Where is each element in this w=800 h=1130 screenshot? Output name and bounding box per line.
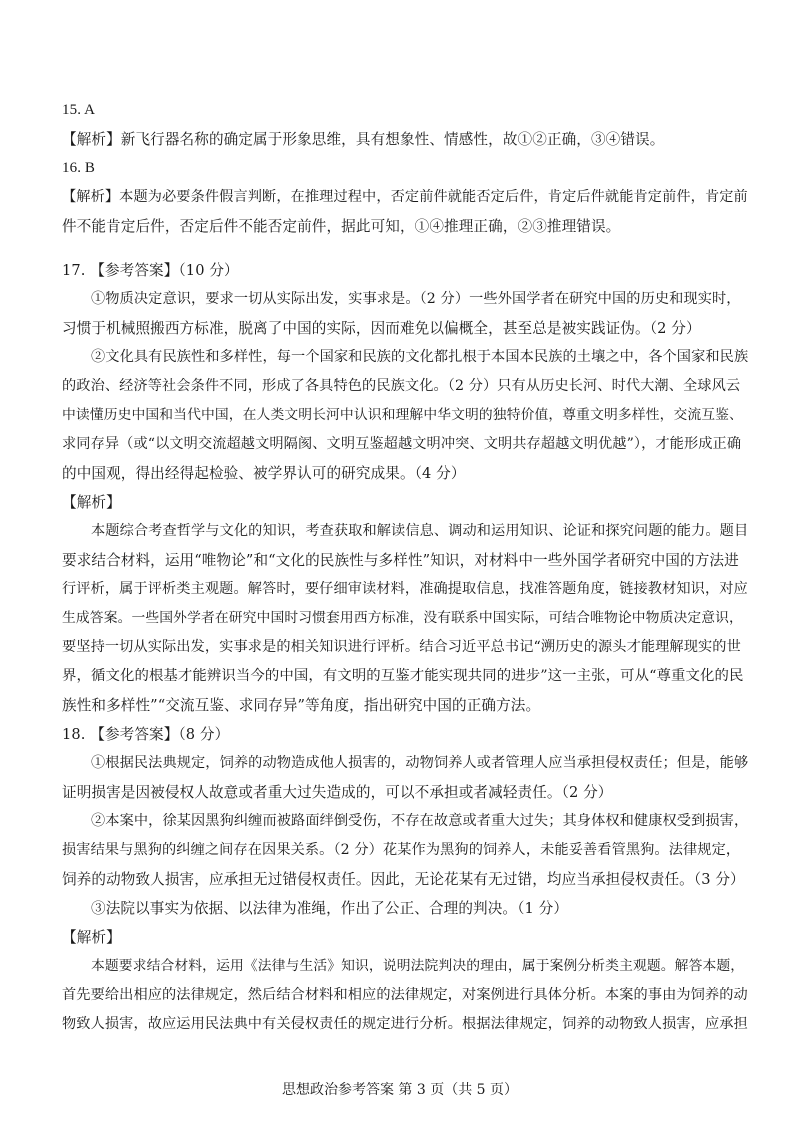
q18-analysis-line: 首先要给出相应的法律规定，然后结合材料和相应的法律规定，对案例进行具体分析。本案的事由为饲养的动: [62, 987, 748, 1003]
q17-analysis-label: 【解析】: [62, 494, 121, 511]
q18-analysis-line: 物致人损害，故应运用民法典中有关侵权责任的规定进行分析。根据法律规定，饲养的动物致人损害，应承担: [62, 1016, 748, 1032]
q17-analysis-line: 族性和多样性”“交流互鉴、求同存异”等角度，指出研究中国的正确方法。: [62, 697, 541, 714]
q18-answer-line: ②本案中，徐某因黑狗纠缠而被路面绊倒受伤，不存在故意或者重大过失；其身体权和健康权受到损害，: [91, 813, 749, 829]
q17-answer-line: ①物质决定意识，要求一切从实际出发，实事求是。（2 分）一些外国学者在研究中国的历史和现实时，: [91, 291, 741, 307]
q15-answer: 15. A: [62, 102, 96, 118]
q17-answer-line: 求同存异（或“以文明交流超越文明隔阂、文明互鉴超越文明冲突、文明共存超越文明优越”），才能形成正确: [62, 436, 742, 452]
q17-analysis-line: 生成答案。一些国外学者在研究中国时习惯套用西方标准，没有联系中国实际，可结合唯物论中物质决定意识，: [62, 610, 743, 626]
q17-analysis-line: 本题综合考查哲学与文化的知识，考查获取和解读信息、调动和运用知识、论证和探究问题的能力。题目: [91, 523, 749, 539]
q17-answer-line: 习惯于机械照搬西方标准，脱离了中国的实际，因而难免以偏概全，甚至总是被实践证伪。（2 分）: [62, 320, 701, 337]
q18-analysis-label: 【解析】: [62, 929, 121, 946]
q17-answer-line: 的中国观，得出经得起检验、被学界认可的研究成果。（4 分）: [62, 465, 466, 482]
q18-answer-line: 饲养的动物致人损害，应承担无过错侵权责任。因此，无论花某有无过错，均应当承担侵权责任。（3 分）: [62, 871, 745, 888]
q18-answer-line: ①根据民法典规定，饲养的动物造成他人损害的，动物饲养人或者管理人应当承担侵权责任；但是，能够: [91, 755, 749, 771]
q17-answer-line: 的政治、经济等社会条件不同，形成了各具特色的民族文化。（2 分）只有从历史长河、时代大潮、全球风云: [62, 378, 741, 394]
q18-analysis-line: 本题要求结合材料，运用《法律与生活》知识，说明法院判决的理由，属于案例分析类主观题。解答本题，: [91, 958, 745, 974]
q18-answer-line: ③法院以事实为依据、以法律为准绳，作出了公正、合理的判决。（1 分）: [91, 900, 569, 917]
page-footer: 思想政治参考答案 第 3 页（共 5 页）: [281, 1082, 519, 1098]
q18-answer-line: 损害结果与黑狗的纠缠之间存在因果关系。（2 分）花某作为黑狗的饲养人，未能妥善看管黑狗。法律规定，: [62, 842, 741, 858]
answer-page: [62, 96, 748, 1039]
q17-analysis-line: 要坚持一切从实际出发，实事求是的相关知识进行评析。结合习近平总书记“溯历史的源头才能理解现实的世: [62, 639, 741, 655]
q17-answer-line: ②文化具有民族性和多样性，每一个国家和民族的文化都扎根于本国本民族的土壤之中，各个国家和民族: [91, 349, 749, 365]
q17-heading: 17. 【参考答案】（10 分）: [62, 262, 239, 279]
q18-answer-line: 证明损害是因被侵权人故意或者重大过失造成的，可以不承担或者减轻责任。（2 分）: [62, 784, 613, 801]
q16-answer: 16. B: [62, 160, 96, 176]
q16-analysis-line: 件不能肯定后件，否定后件不能否定前件，据此可知，①④推理正确，②③推理错误。: [62, 218, 621, 235]
q17-analysis-line: 行评析，属于评析类主观题。解答时，要仔细审读材料，准确提取信息，找准答题角度，链接教材知识，对应: [62, 581, 748, 597]
q18-heading: 18. 【参考答案】（8 分）: [62, 726, 230, 743]
q17-analysis-line: 界，循文化的根基才能辨识当今的中国，有文明的互鉴才能实现共同的进步”这一主张，可从“尊重文化的民: [62, 668, 744, 684]
q15-analysis-line: 【解析】新飞行器名称的确定属于形象思维，具有想象性、情感性，故①②正确，③④错误。: [62, 131, 665, 148]
q16-analysis-line: 【解析】本题为必要条件假言判断，在推理过程中，否定前件就能否定后件，肯定后件就能肯定前件，肯定前: [62, 189, 748, 205]
q17-answer-line: 中读懂历史中国和当代中国，在人类文明长河中认识和理解中华文明的独特价值，尊重文明多样性，交流互鉴、: [62, 407, 743, 423]
q17-analysis-line: 要求结合材料，运用“唯物论”和“文化的民族性与多样性”知识，对材料中一些外国学者研究中国的方法进: [62, 552, 739, 569]
